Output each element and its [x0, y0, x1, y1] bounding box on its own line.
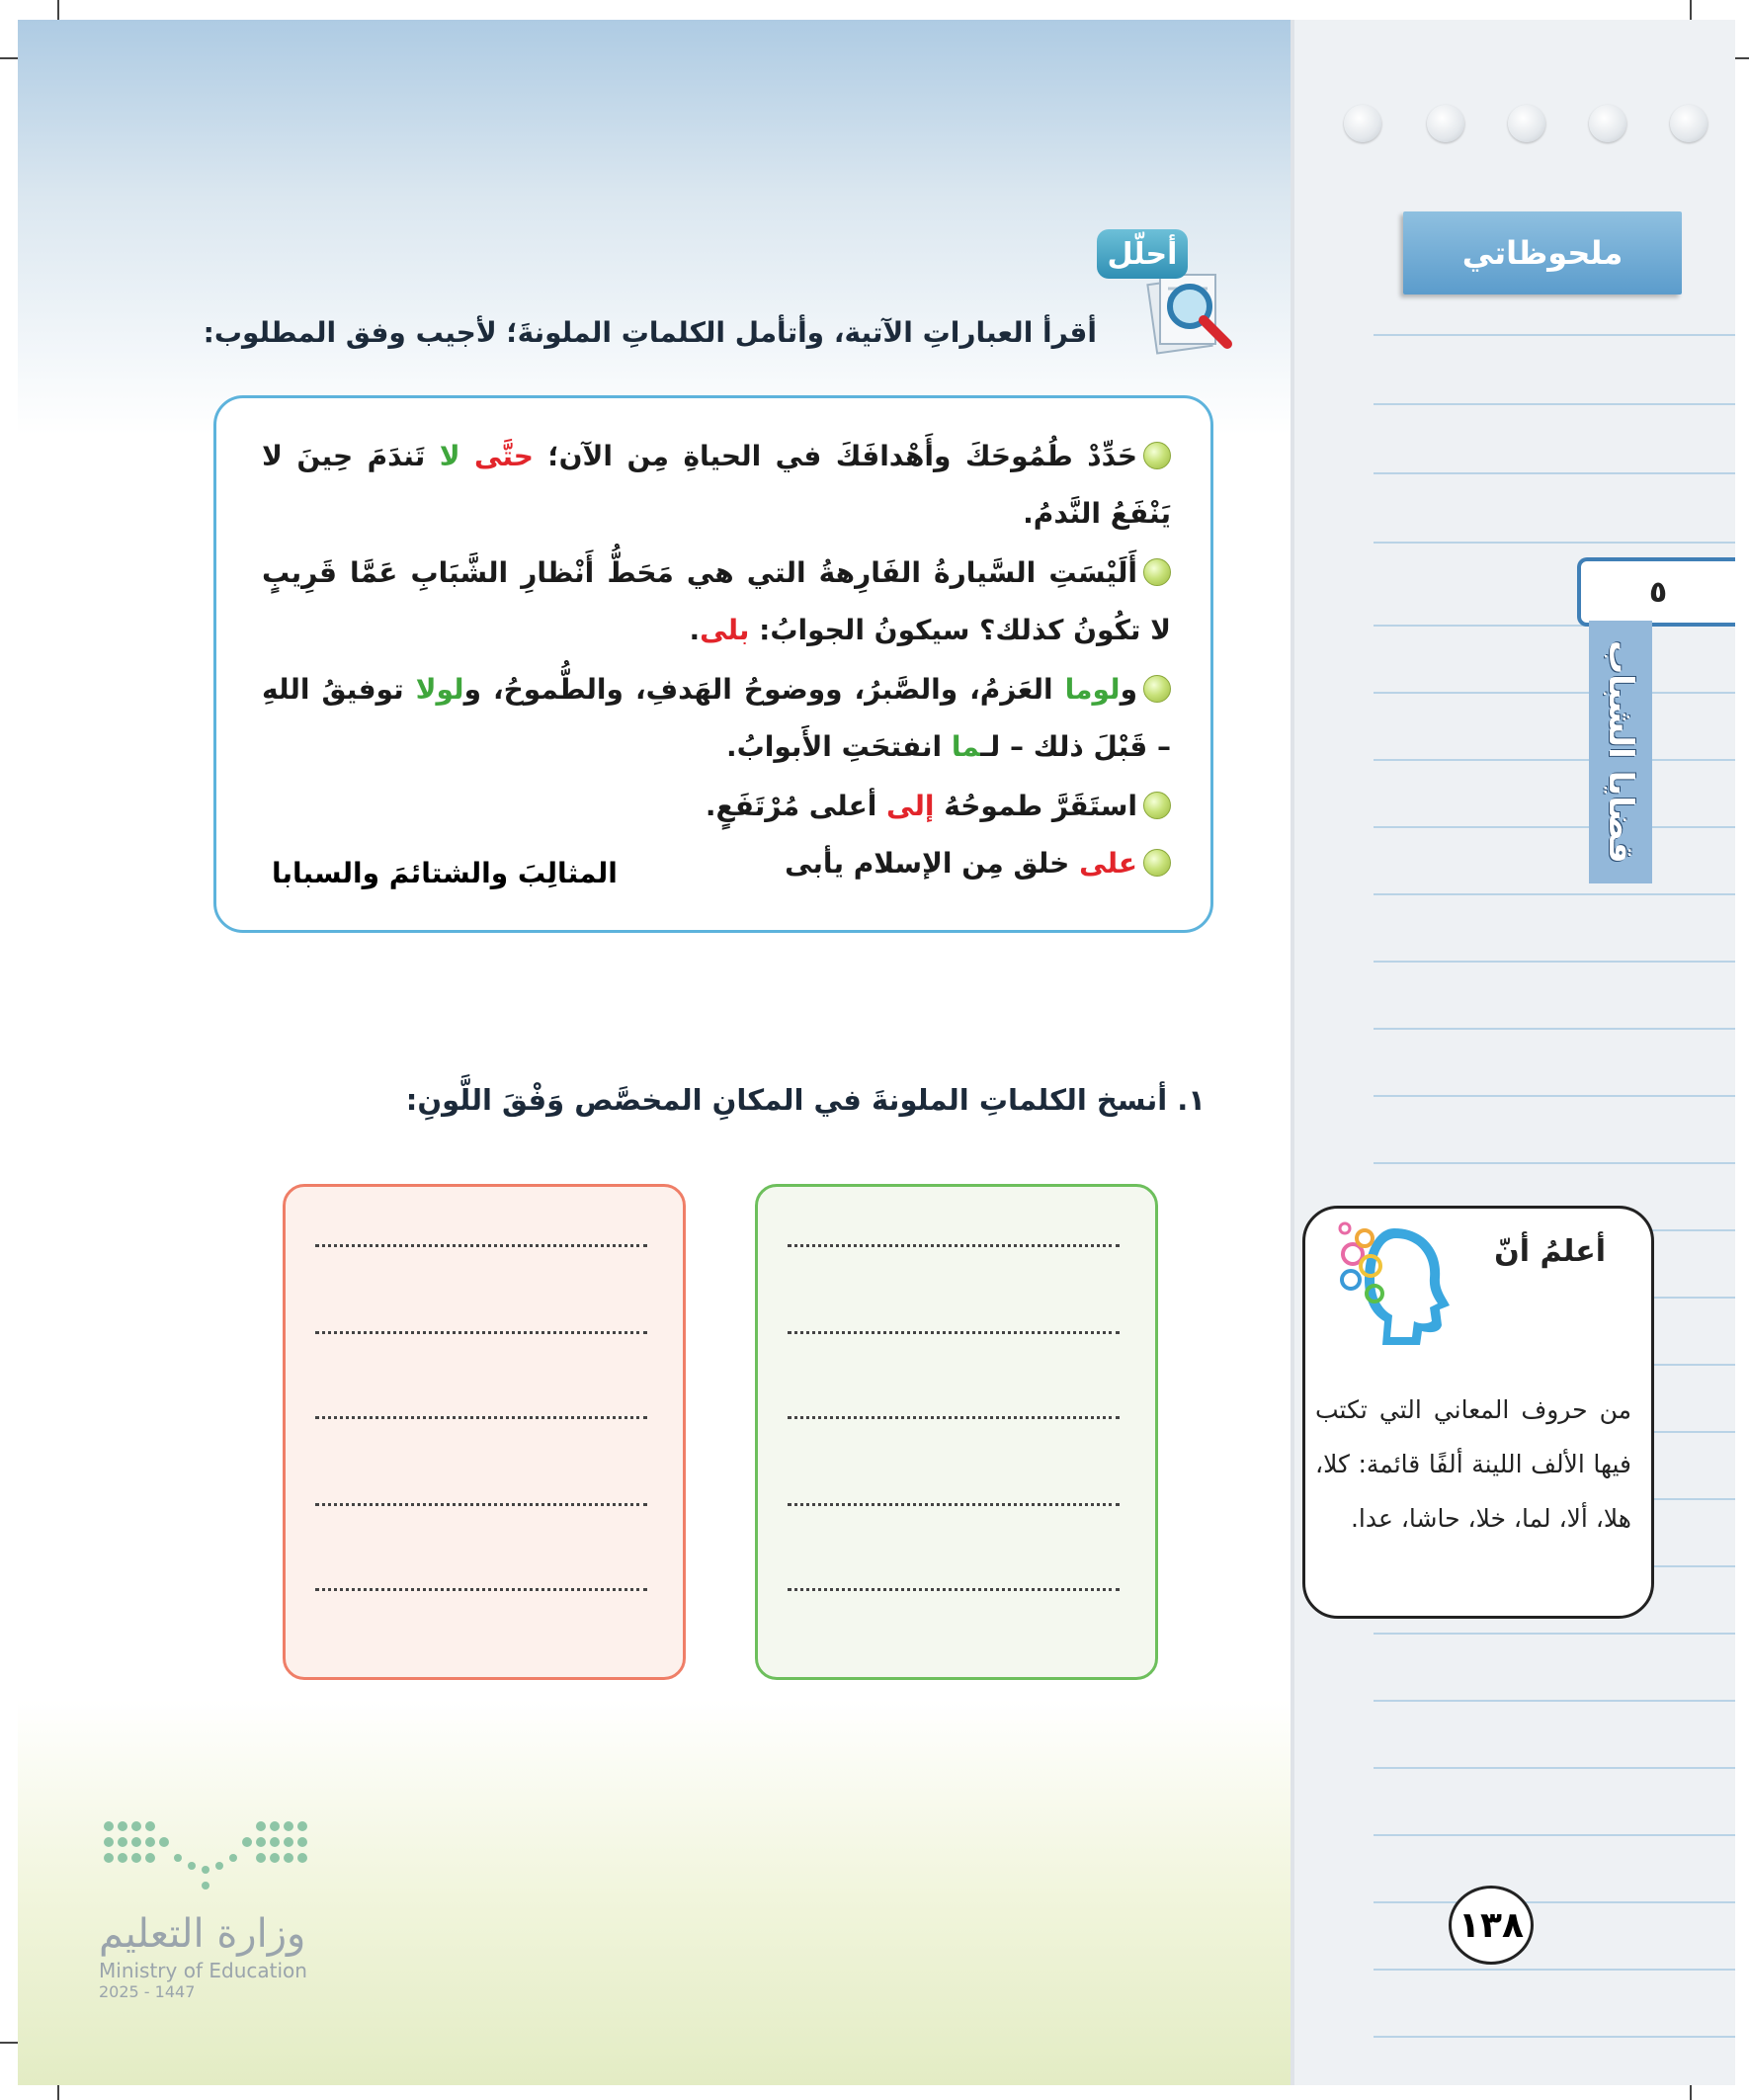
sentence-1: حَدِّدْ طُمُوحَكَ وأَهْدافَكَ في الحياةِ مِن الآن؛ حتَّى لا تَندَمَ حِينَ لا يَنْفَعُ النَّدمُ.	[262, 440, 1171, 530]
crop-mark	[0, 2042, 18, 2044]
ministry-name-arabic: وزارة التعليم	[99, 1911, 306, 1957]
sentences-box	[213, 395, 1213, 933]
answer-line[interactable]	[788, 1242, 1120, 1247]
red-word: إلى	[886, 790, 935, 822]
answer-line[interactable]	[315, 1414, 647, 1419]
green-word: لولا	[415, 673, 464, 706]
answer-line[interactable]	[315, 1329, 647, 1334]
ministry-year: 2025 - 1447	[99, 1982, 196, 2001]
notes-title: ملحوظاتي	[1403, 211, 1682, 294]
binder-hole	[1670, 105, 1707, 142]
know-title: أعلمُ أنّ	[1494, 1234, 1606, 1269]
ministry-logo	[99, 1816, 316, 1911]
crop-mark	[57, 2085, 59, 2100]
bullet-icon	[1143, 675, 1171, 703]
green-answer-box	[755, 1184, 1158, 1680]
binder-hole	[1589, 105, 1626, 142]
know-that-box	[1302, 1206, 1654, 1619]
sentence-2: أَلَيْسَتِ السَّيارةُ الفَارِهةُ التي هي مَحَطُّ أَنْظارِ الشَّبَابِ عَمَّا قَرِيبٍ لا تكُونُ كذلك؟ سيكونُ الجوابُ: بلى.	[262, 556, 1171, 646]
answer-line[interactable]	[788, 1586, 1120, 1591]
question-1: ١. أنسخ الكلماتِ الملونةَ في المكانِ المخصَّص وَفْقَ اللَّونِ:	[405, 1083, 1206, 1117]
red-word: بلى	[700, 614, 750, 646]
green-word: لا	[439, 440, 460, 472]
answer-line[interactable]	[788, 1414, 1120, 1419]
crop-mark	[1690, 0, 1692, 20]
answer-line[interactable]	[315, 1242, 647, 1247]
binder-hole	[1508, 105, 1545, 142]
sentence-5: على خلق مِن الإسلام يأبى	[262, 835, 1171, 892]
binder-hole	[1344, 105, 1381, 142]
green-word: ما	[951, 730, 981, 763]
binder-hole	[1427, 105, 1464, 142]
chapter-title: قضايا الشباب	[1601, 640, 1640, 864]
answer-line[interactable]	[788, 1329, 1120, 1334]
red-answer-box	[283, 1184, 686, 1680]
bullet-icon	[1143, 792, 1171, 819]
analyze-badge: أحلّل	[1097, 229, 1188, 279]
chapter-number: ٥	[1577, 557, 1735, 627]
bullet-icon	[1143, 849, 1171, 877]
red-word: حتَّى	[474, 440, 534, 472]
know-text: من حروف المعاني التي تكتب فيها الألف اللينة ألفًا قائمة: كلا، هلا، ألا، لما، خلا، حاشا، عدا.	[1315, 1395, 1631, 1533]
red-word: على	[1079, 847, 1137, 880]
crop-mark	[57, 0, 59, 20]
answer-line[interactable]	[315, 1501, 647, 1506]
instruction-text: أقرأ العباراتِ الآتية، وأتأمل الكلماتِ الملونةَ؛ لأجيب وفق المطلوب:	[203, 316, 1097, 349]
poem-second-hemistich: المثالِبَ والشتائمَ والسبابا	[272, 857, 618, 889]
green-word: لوما	[1064, 673, 1121, 706]
bullet-icon	[1143, 558, 1171, 586]
bullet-icon	[1143, 442, 1171, 469]
notes-sidebar	[1291, 20, 1735, 2085]
answer-line[interactable]	[788, 1501, 1120, 1506]
head-gears-icon	[1335, 1218, 1454, 1347]
sentence-4: استَقَرَّ طموحُهُ إلى أعلى مُرْتَفَعٍ.	[262, 778, 1171, 835]
sentence-3: ولوما العَزمُ، والصَّبرُ، ووضوحُ الهَدفِ، والطُّموحُ، ولولا توفيقُ اللهِ – قَبْلَ ذلك – لـما انفتحَتِ الأَبوابُ.	[262, 673, 1171, 763]
answer-line[interactable]	[315, 1586, 647, 1591]
crop-mark	[1690, 2085, 1692, 2100]
page-number: ١٣٨	[1449, 1886, 1534, 1965]
ministry-name-english: Ministry of Education	[99, 1959, 307, 1982]
